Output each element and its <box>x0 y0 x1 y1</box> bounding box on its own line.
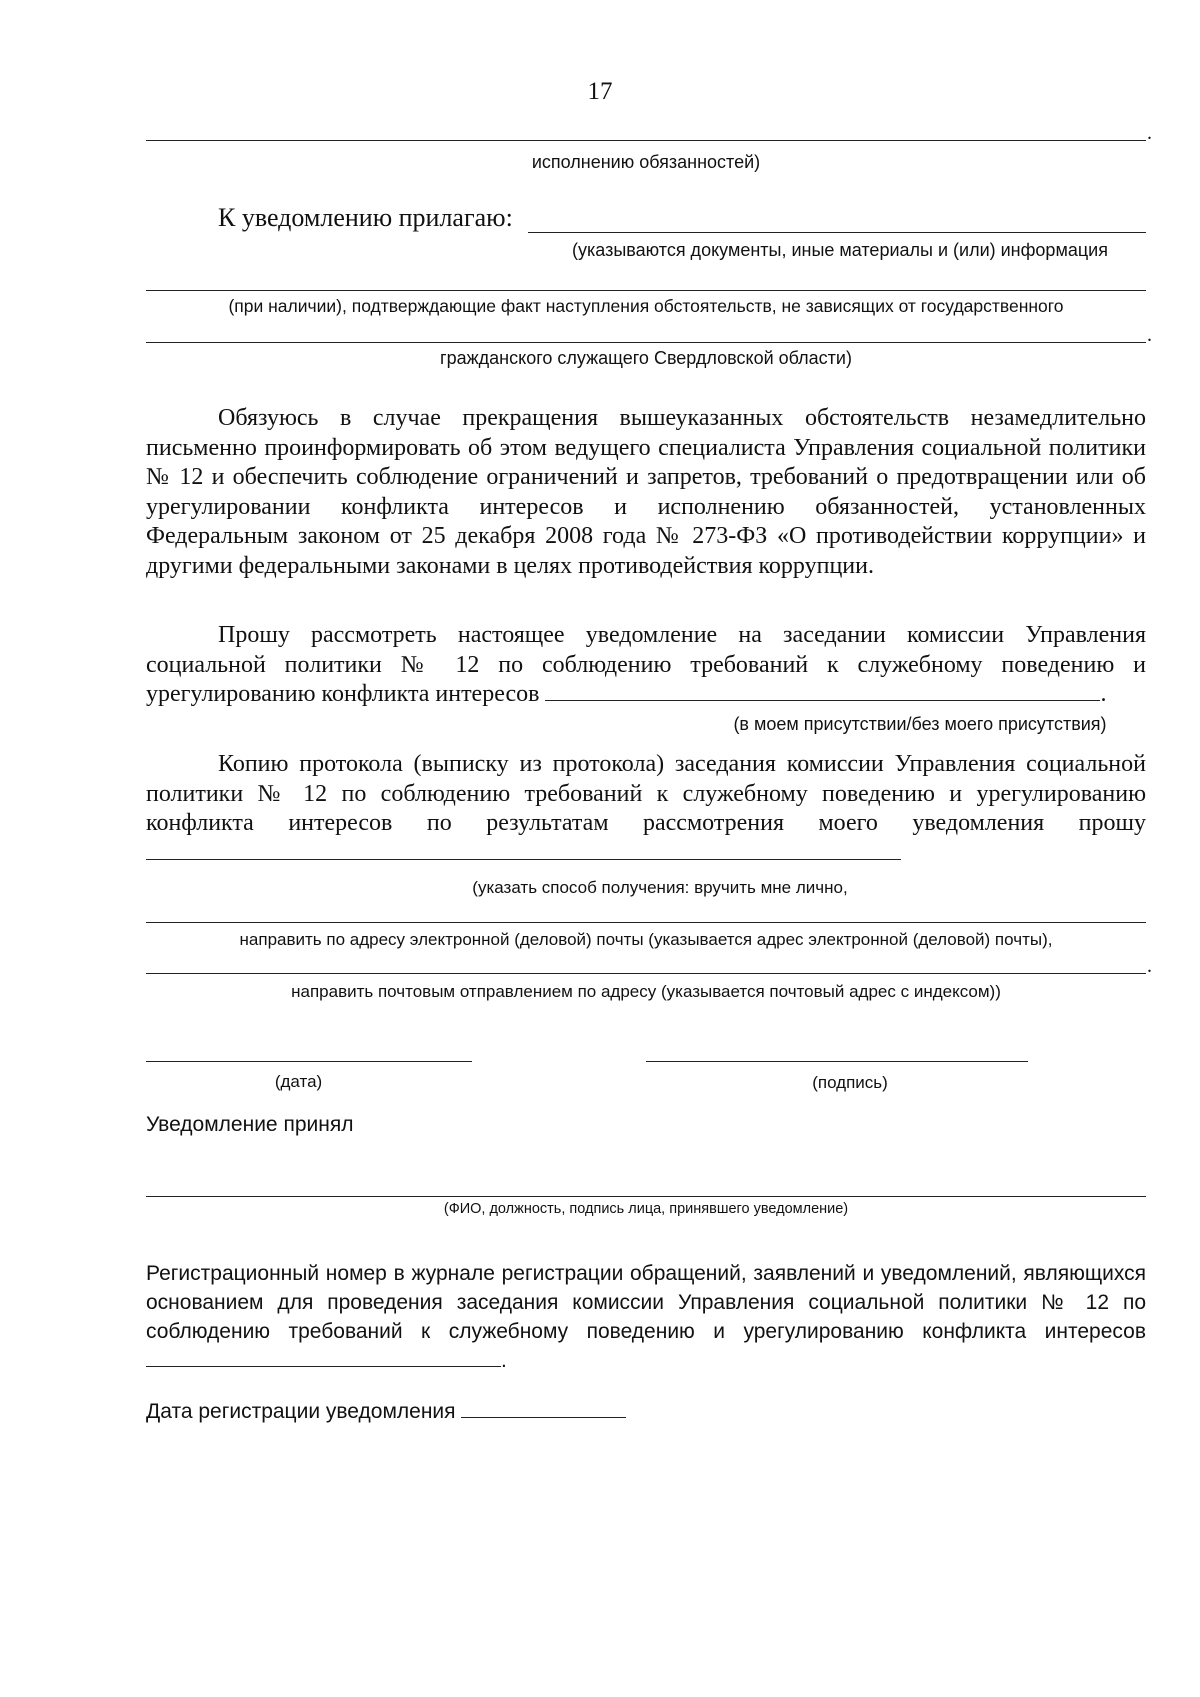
period-mark: . <box>1147 324 1152 346</box>
attach-hint-3: гражданского служащего Свердловской области) <box>440 348 852 368</box>
registration-date-blank[interactable] <box>461 1400 626 1418</box>
presence-blank[interactable] <box>545 680 1100 701</box>
signature-label: (подпись) <box>812 1073 888 1092</box>
attach-label: К уведомлению прилагаю: <box>218 203 513 232</box>
registration-number-blank[interactable] <box>146 1349 501 1367</box>
method-hint-1: (указать способ получения: вручить мне лично, <box>472 878 848 897</box>
signature-blank[interactable] <box>646 1061 1028 1062</box>
method-blank-2[interactable] <box>146 922 1146 923</box>
received-hint: (ФИО, должность, подпись лица, принявшего уведомление) <box>443 1201 849 1217</box>
copy-block <box>146 750 1146 868</box>
received-label: Уведомление принял <box>146 1113 354 1136</box>
attach-blank-1[interactable] <box>528 232 1146 233</box>
method-blank[interactable] <box>146 839 901 860</box>
attach-blank-2[interactable] <box>146 290 1146 291</box>
period-mark: . <box>1147 122 1152 144</box>
request-paragraph: Прошу рассмотреть настоящее уведомление на заседании комиссии Управления социальной политики № 12 по соблюдению требований к служебному поведению и урегулированию конфликта интересов . <box>146 622 1146 707</box>
copy-paragraph <box>146 750 1146 868</box>
obligation-block <box>146 404 1146 581</box>
presence-hint: (в моем присутствии/без моего присутствия) <box>733 714 1107 734</box>
method-hint-2: направить по адресу электронной (деловой) почты (указывается адрес электронной (деловой) почты), <box>239 930 1053 949</box>
request-block <box>146 621 1146 710</box>
date-label: (дата) <box>274 1072 323 1091</box>
registration-block <box>146 1259 1146 1375</box>
registration-date-label: Дата регистрации уведомления <box>146 1400 456 1423</box>
period-mark: . <box>1147 955 1152 977</box>
registration-paragraph: Регистрационный номер в журнале регистрации обращений, заявлений и уведомлений, являющихся основанием для проведения заседания комиссии Управления социальной политики № 12 по соблюдению требований к служебному поведению и урегулированию конфликта интересов . <box>146 1262 1146 1372</box>
received-blank[interactable] <box>146 1196 1146 1197</box>
hint-duties: исполнению обязанностей) <box>531 152 761 172</box>
page-number: 17 <box>587 78 613 105</box>
attach-blank-3[interactable] <box>146 342 1146 343</box>
registration-date-row <box>146 1400 626 1424</box>
registration-text: Регистрационный номер в журнале регистрации обращений, заявлений и уведомлений, являющихся основанием для проведения заседания комиссии Управления социальной политики № 12 по соблюдению требований к служебному поведению и урегулированию конфликта интересов <box>146 1262 1146 1343</box>
method-hint-3: направить почтовым отправлением по адресу (указывается почтовый адрес с индексом)) <box>291 982 1001 1001</box>
request-text: Прошу рассмотреть настоящее уведомление на заседании комиссии Управления социальной политики № 12 по соблюдению требований к служебному поведению и урегулированию конфликта интересов <box>146 622 1146 707</box>
obligation-paragraph: Обязуюсь в случае прекращения вышеуказанных обстоятельств незамедлительно письменно проинформировать об этом ведущего специалиста Управления социальной политики № 12 и обеспечить соблюдение ограничений и запретов, требований о предотвращении или об урегулировании конфликта интересов и исполнению обязанностей, установленных Федеральным законом от 25 декабря 2008 года № 273-ФЗ «О противодействии коррупции» и другими федеральными законами в целях противодействия коррупции. <box>146 405 1146 579</box>
blank-line-top <box>146 140 1146 141</box>
date-blank[interactable] <box>146 1061 472 1062</box>
attach-hint-1: (указываются документы, иные материалы и (или) информация <box>572 240 1108 260</box>
attach-hint-2: (при наличии), подтверждающие факт наступления обстоятельств, не зависящих от государственного <box>228 296 1064 316</box>
copy-text: Копию протокола (выписку из протокола) заседания комиссии Управления социальной политики № 12 по соблюдению требований к служебному поведению и урегулированию конфликта интересов по результатам рассмотрения моего уведомления прошу <box>146 751 1146 836</box>
method-blank-3[interactable] <box>146 973 1146 974</box>
